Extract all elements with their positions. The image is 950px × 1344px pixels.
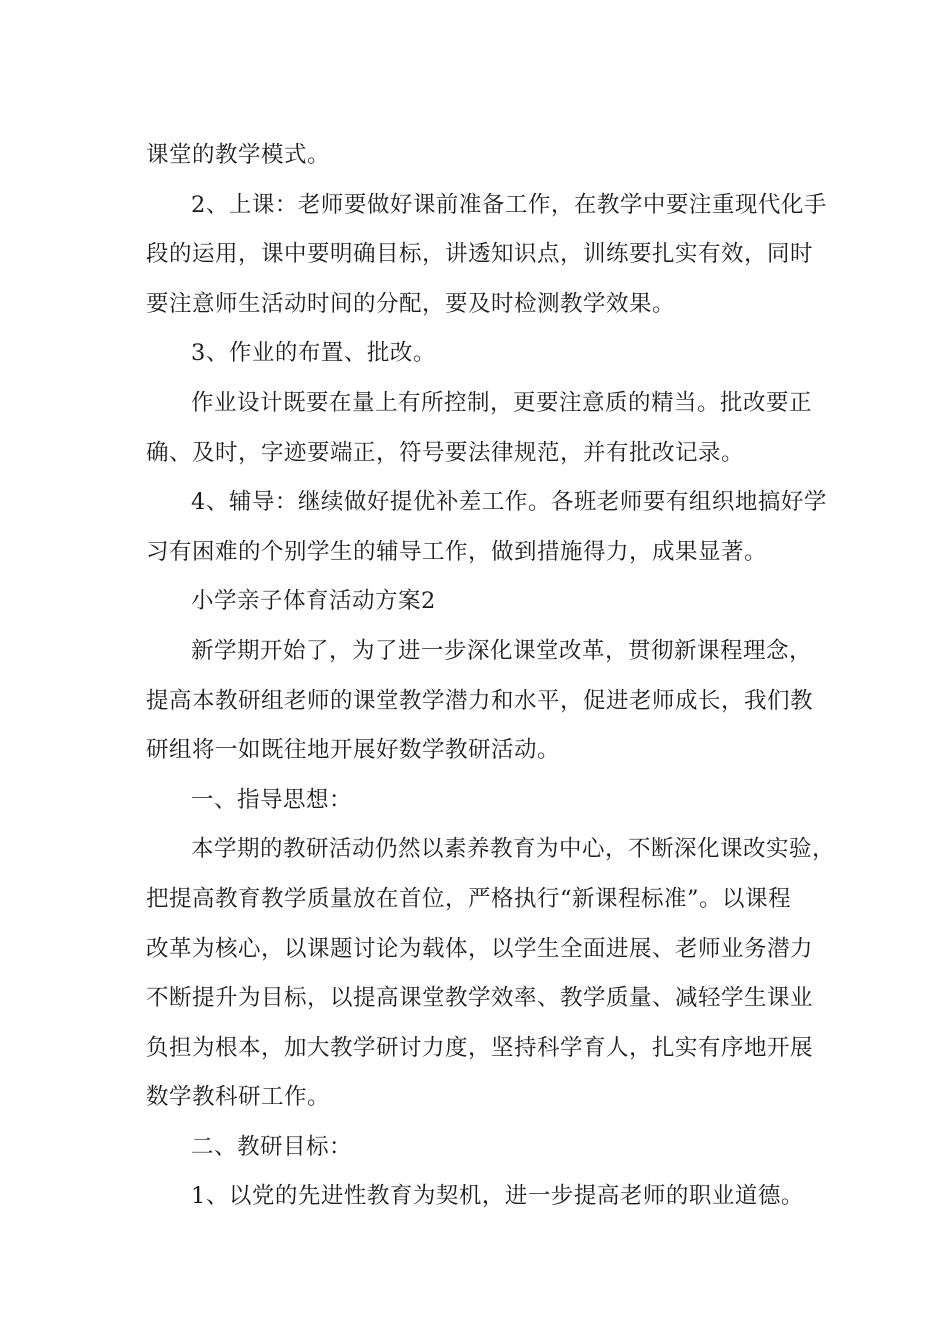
text-line: 2、上课：老师要做好课前准备工作，在教学中要注重现代化手 (191, 191, 827, 218)
text-line: 数学教科研工作。 (146, 1084, 331, 1111)
text-line: 负担为根本，加大教学研讨力度，坚持科学育人，扎实有序地开展 (146, 1034, 814, 1061)
text-line: 作业设计既要在量上有所控制，更要注意质的精当。批改要正 (191, 389, 813, 416)
text-line: 新学期开始了，为了进一步深化课堂改革，贯彻新课程理念， (191, 637, 813, 664)
text-line: 一、指导思想： (191, 786, 353, 813)
text-line: 提高本教研组老师的课堂教学潜力和水平，促进老师成长，我们教 (146, 687, 814, 714)
text-line: 3、作业的布置、批改。 (191, 340, 436, 367)
text-line: 小学亲子体育活动方案2 (191, 588, 436, 615)
text-line: 不断提升为目标，以提高课堂教学效率、教学质量、减轻学生课业 (146, 985, 814, 1012)
text-line: 要注意师生活动时间的分配，要及时检测教学效果。 (146, 290, 676, 317)
text-line: 研组将一如既往地开展好数学教研活动。 (146, 737, 561, 764)
text-line: 课堂的教学模式。 (146, 142, 331, 168)
text-line: 二、教研目标： (191, 1133, 353, 1160)
text-line: 段的运用，课中要明确目标，讲透知识点，训练要扎实有效，同时 (146, 241, 814, 268)
text-line: 确、及时，字迹要端正，符号要法律规范，并有批改记录。 (146, 439, 745, 466)
text-line: 习有困难的个别学生的辅导工作，做到措施得力，成果显著。 (146, 538, 768, 565)
text-line: 4、辅导：继续做好提优补差工作。各班老师要有组织地搞好学 (191, 489, 827, 516)
text-line: 1、以党的先进性教育为契机，进一步提高老师的职业道德。 (191, 1183, 804, 1210)
document-body (146, 131, 846, 1222)
text-line: 本学期的教研活动仍然以素养教育为中心，不断深化课改实验， (191, 836, 836, 863)
text-line: 把提高教育教学质量放在首位，严格执行“新课程标准”。以课程 (146, 885, 792, 912)
text-line: 改革为核心，以课题讨论为载体，以学生全面进展、老师业务潜力 (146, 935, 814, 962)
